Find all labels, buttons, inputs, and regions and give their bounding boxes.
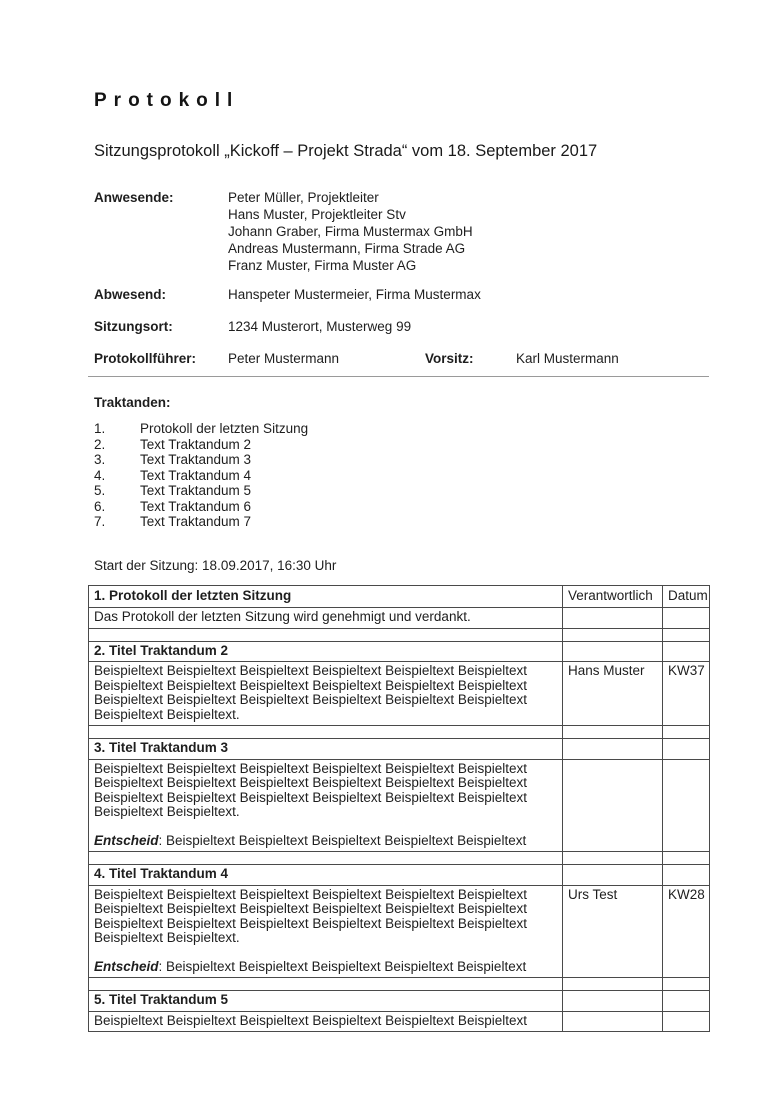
empty-cell (663, 991, 710, 1012)
empty-cell (563, 739, 663, 760)
table-header-row (89, 585, 710, 608)
empty-cell (89, 628, 563, 641)
section-5-title-row (89, 991, 710, 1012)
empty-cell (89, 726, 563, 739)
document-subtitle: Sitzungsprotokoll „Kickoff – Projekt Strada“ vom 18. September 2017 (94, 142, 598, 160)
meta-row-anwesende (94, 189, 709, 274)
traktanden-item-number: 4. (94, 467, 106, 483)
spacer-row (89, 726, 710, 739)
section-4-body-row (89, 885, 710, 978)
traktanden-item-number: 5. (94, 483, 106, 498)
empty-cell (89, 852, 563, 865)
section-2-title-cell: 2. Titel Traktandum 2 (89, 641, 563, 662)
section-4-date-cell: KW28 (663, 885, 710, 978)
anwesende-list (228, 189, 709, 274)
attendee: Andreas Mustermann, Firma Strade AG (228, 241, 466, 256)
section-1-date-cell (663, 608, 710, 629)
section-4-title-cell: 4. Titel Traktandum 4 (89, 865, 563, 886)
section-3-title-cell: 3. Titel Traktandum 3 (89, 739, 563, 760)
empty-cell (563, 991, 663, 1012)
section-5-date-cell (663, 1011, 710, 1032)
section-2-body-cell (89, 662, 563, 726)
sitzungsort-label: Sitzungsort: (94, 319, 173, 334)
section-5-resp-cell (563, 1011, 663, 1032)
section-3-date-cell (663, 759, 710, 852)
traktanden-item-number: 3. (94, 452, 106, 467)
empty-cell (563, 865, 663, 886)
traktanden-item-number: 2. (94, 436, 106, 452)
section-5-body-cell: Beispieltext Beispieltext Beispieltext Beispieltext Beispieltext Beispieltext (89, 1011, 563, 1032)
empty-cell (563, 978, 663, 991)
traktanden-list (88, 421, 709, 530)
empty-cell (663, 641, 710, 662)
attendee: Peter Müller, Projektleiter (228, 190, 379, 205)
section-4-entscheid-line (94, 960, 558, 975)
traktanden-item-number: 6. (94, 498, 106, 514)
abwesend-label: Abwesend: (94, 287, 167, 302)
traktanden-item-number: 1. (94, 421, 106, 436)
traktanden-item-text: Text Traktandum 6 (140, 498, 252, 514)
document-title: Protokoll (94, 90, 240, 111)
empty-cell (663, 628, 710, 641)
attendee: Hans Muster, Projektleiter Stv (228, 207, 406, 222)
abwesend-value: Hanspeter Mustermeier, Firma Mustermax (228, 287, 481, 302)
traktanden-item-text: Text Traktandum 7 (140, 514, 252, 529)
empty-cell (563, 852, 663, 865)
traktanden-item-number: 7. (94, 514, 106, 529)
column-header-datum: Datum (663, 585, 710, 608)
entscheid-text: : Beispieltext Beispieltext Beispieltext Beispieltext Beispieltext (158, 832, 527, 848)
traktanden-item (94, 468, 709, 484)
section-5-body-row (89, 1011, 710, 1032)
horizontal-divider (88, 376, 709, 377)
empty-cell (563, 628, 663, 641)
protokollfuehrer-value: Peter Mustermann (228, 351, 340, 366)
empty-cell (663, 739, 710, 760)
meta-section (88, 189, 709, 367)
section-2-body-row (89, 662, 710, 726)
section-4-title-row (89, 865, 710, 886)
protocol-table (88, 585, 710, 1033)
section-4-resp-cell: Urs Test (563, 885, 663, 978)
section-2-title-row (89, 641, 710, 662)
empty-cell (663, 726, 710, 739)
section-5-title-cell: 5. Titel Traktandum 5 (89, 991, 563, 1012)
meta-row-sitzungsort (94, 318, 709, 335)
section-4-paragraph: Beispieltext Beispieltext Beispieltext Beispieltext Beispieltext Beispieltext Beispieltext Beispieltext Beispieltext Beispieltext Beispieltext Beispieltext Beispieltext Beispieltext Beispieltext Beispieltext Beispieltext Beispieltext Beispieltext Beispieltext. (94, 886, 527, 945)
anwesende-label: Anwesende: (94, 190, 174, 205)
spacer-row (89, 852, 710, 865)
section-2-resp-cell: Hans Muster (563, 662, 663, 726)
sitzungsort-value: 1234 Musterort, Musterweg 99 (228, 319, 412, 334)
meta-row-protokollfuehrer (94, 350, 709, 367)
traktanden-item (94, 483, 709, 499)
section-1-resp-cell (563, 608, 663, 629)
entscheid-label: Entscheid (94, 958, 159, 974)
traktanden-heading: Traktanden: (94, 395, 171, 410)
entscheid-text: : Beispieltext Beispieltext Beispieltext Beispieltext Beispieltext (158, 958, 527, 974)
meta-row-abwesend (94, 286, 709, 303)
attendee: Franz Muster, Firma Muster AG (228, 258, 417, 273)
section-3-entscheid-line (94, 834, 558, 849)
section-3-paragraph: Beispieltext Beispieltext Beispieltext Beispieltext Beispieltext Beispieltext Beispieltext Beispieltext Beispieltext Beispieltext Beispieltext Beispieltext Beispieltext Beispieltext Beispieltext Beispieltext Beispieltext Beispieltext Beispieltext Beispieltext. (94, 760, 527, 819)
traktanden-item-text: Text Traktandum 2 (140, 436, 252, 452)
section-1-body-row (89, 608, 710, 629)
traktanden-item-text: Text Traktandum 5 (140, 483, 252, 498)
empty-cell (663, 978, 710, 991)
traktanden-item (94, 499, 709, 515)
empty-cell (89, 978, 563, 991)
column-header-verantwortlich: Verantwortlich (563, 585, 663, 608)
spacer-row (89, 978, 710, 991)
attendee: Johann Graber, Firma Mustermax GmbH (228, 224, 473, 239)
protokollfuehrer-label: Protokollführer: (94, 351, 197, 366)
vorsitz-value: Karl Mustermann (516, 351, 619, 366)
traktanden-item-text: Text Traktandum 4 (140, 467, 252, 483)
section-4-body-cell (89, 885, 563, 978)
traktanden-item (94, 421, 709, 437)
section-3-resp-cell (563, 759, 663, 852)
section-1-body-cell: Das Protokoll der letzten Sitzung wird genehmigt und verdankt. (89, 608, 563, 629)
empty-cell (563, 726, 663, 739)
empty-cell (663, 852, 710, 865)
section-3-body-cell (89, 759, 563, 852)
section-1-title-cell: 1. Protokoll der letzten Sitzung (89, 585, 563, 608)
document-content (88, 0, 709, 1032)
section-2-date-cell: KW37 (663, 662, 710, 726)
traktanden-item (94, 437, 709, 453)
section-2-paragraph: Beispieltext Beispieltext Beispieltext Beispieltext Beispieltext Beispieltext Beispieltext Beispieltext Beispieltext Beispieltext Beispieltext Beispieltext Beispieltext Beispieltext Beispieltext Beispieltext Beispieltext Beispieltext Beispieltext Beispieltext. (94, 663, 527, 722)
empty-cell (563, 641, 663, 662)
traktanden-item (94, 514, 709, 530)
traktanden-item-text: Protokoll der letzten Sitzung (140, 421, 309, 436)
entscheid-label: Entscheid (94, 832, 159, 848)
vorsitz-label: Vorsitz: (425, 351, 474, 366)
traktanden-item-text: Text Traktandum 3 (140, 452, 252, 467)
traktanden-item (94, 452, 709, 468)
empty-cell (663, 865, 710, 886)
section-3-body-row (89, 759, 710, 852)
session-start-line: Start der Sitzung: 18.09.2017, 16:30 Uhr (94, 557, 337, 573)
spacer-row (89, 628, 710, 641)
section-3-title-row (89, 739, 710, 760)
